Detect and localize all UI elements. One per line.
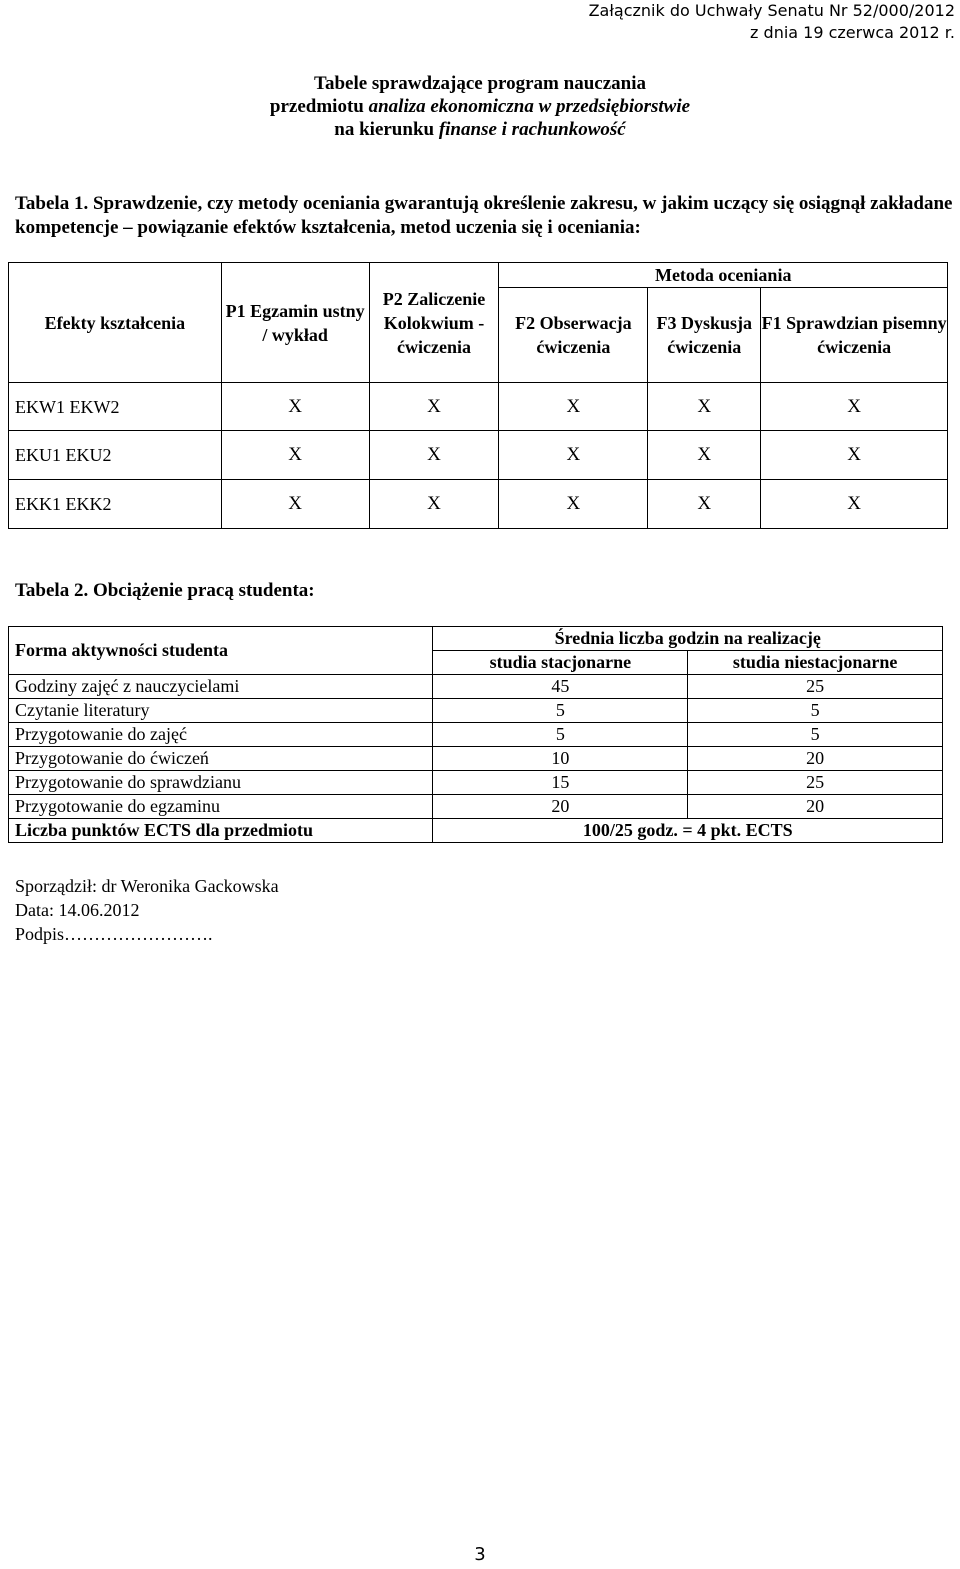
fulltime-cell: 45: [433, 675, 688, 699]
header-parttime: studia niestacjonarne: [688, 651, 943, 675]
title-line-1: Tabele sprawdzające program nauczania: [314, 73, 646, 94]
header-p1: P1 Egzamin ustny / wykład: [221, 263, 369, 383]
table-row: [9, 675, 943, 699]
title-field-prefix: na kierunku: [334, 119, 439, 140]
header-activity: Forma aktywności studenta: [9, 627, 433, 675]
header-f3: F3 Dyskusja ćwiczenia: [648, 288, 761, 383]
header-assessment-method: Metoda oceniania: [499, 263, 948, 288]
page-number: 3: [474, 1544, 486, 1565]
table1-caption: Tabela 1. Sprawdzenie, czy metody oceniania gwarantują określenie zakresu, w jakim uczący się osiągnął zakładane kompetencje – powiązanie efektów kształcenia, metod uczenia się i oceniania:: [15, 193, 953, 238]
mark-cell: X: [499, 480, 648, 529]
table2-caption: Tabela 2. Obciążenie pracą studenta:: [15, 580, 315, 601]
header-fulltime: studia stacjonarne: [433, 651, 688, 675]
activity-cell: Przygotowanie do ćwiczeń: [9, 747, 433, 771]
footer-block: [15, 874, 279, 946]
attachment-line-2: z dnia 19 czerwca 2012 r.: [750, 23, 955, 42]
table-row: [9, 747, 943, 771]
parttime-cell: 20: [688, 795, 943, 819]
document-title: [0, 72, 960, 141]
attachment-line-1: Załącznik do Uchwały Senatu Nr 52/000/2012: [588, 1, 955, 20]
effects-cell: EKW1 EKW2: [9, 383, 222, 431]
effects-cell: EKK1 EKK2: [9, 480, 222, 529]
fulltime-cell: 5: [433, 699, 688, 723]
header-f1: F1 Sprawdzian pisemny ćwiczenia: [761, 288, 948, 383]
fulltime-cell: 10: [433, 747, 688, 771]
mark-cell: X: [499, 383, 648, 431]
effects-cell: EKU1 EKU2: [9, 431, 222, 480]
mark-cell: X: [369, 431, 499, 480]
activity-cell: Przygotowanie do zajęć: [9, 723, 433, 747]
table-row: [9, 699, 943, 723]
title-field: finanse i rachunkowość: [438, 119, 626, 140]
ects-total-value: 100/25 godz. = 4 pkt. ECTS: [433, 819, 943, 843]
table-row: [9, 383, 948, 431]
mark-cell: X: [221, 431, 369, 480]
student-workload-table: [8, 626, 943, 843]
activity-cell: Czytanie literatury: [9, 699, 433, 723]
mark-cell: X: [648, 383, 761, 431]
parttime-cell: 5: [688, 699, 943, 723]
mark-cell: X: [499, 431, 648, 480]
signature-line: Podpis…………………….: [15, 924, 213, 944]
ects-total-label: Liczba punktów ECTS dla przedmiotu: [9, 819, 433, 843]
activity-cell: Godziny zajęć z nauczycielami: [9, 675, 433, 699]
total-row: [9, 819, 943, 843]
mark-cell: X: [761, 480, 948, 529]
mark-cell: X: [761, 383, 948, 431]
header-avg-hours: Średnia liczba godzin na realizację: [433, 627, 943, 651]
parttime-cell: 20: [688, 747, 943, 771]
prepared-by: Sporządził: dr Weronika Gackowska: [15, 876, 279, 896]
parttime-cell: 5: [688, 723, 943, 747]
table-row: [9, 480, 948, 529]
mark-cell: X: [369, 480, 499, 529]
header-f2: F2 Obserwacja ćwiczenia: [499, 288, 648, 383]
activity-cell: Przygotowanie do sprawdzianu: [9, 771, 433, 795]
table-row: [9, 431, 948, 480]
title-subject-prefix: przedmiotu: [269, 96, 369, 117]
table-row: [9, 795, 943, 819]
title-line-2: [0, 95, 960, 118]
parttime-cell: 25: [688, 675, 943, 699]
mark-cell: X: [221, 480, 369, 529]
mark-cell: X: [369, 383, 499, 431]
header-learning-effects: Efekty kształcenia: [9, 263, 222, 383]
fulltime-cell: 15: [433, 771, 688, 795]
document-date: Data: 14.06.2012: [15, 900, 140, 920]
assessment-methods-table: [8, 262, 948, 529]
mark-cell: X: [761, 431, 948, 480]
mark-cell: X: [648, 480, 761, 529]
activity-cell: Przygotowanie do egzaminu: [9, 795, 433, 819]
title-line-3: [0, 118, 960, 141]
table-row: [9, 771, 943, 795]
fulltime-cell: 5: [433, 723, 688, 747]
title-subject: analiza ekonomiczna w przedsiębiorstwie: [368, 96, 691, 117]
fulltime-cell: 20: [433, 795, 688, 819]
parttime-cell: 25: [688, 771, 943, 795]
mark-cell: X: [648, 431, 761, 480]
header-p2: P2 Zaliczenie Kolokwium - ćwiczenia: [369, 263, 499, 383]
attachment-note: [589, 0, 955, 44]
mark-cell: X: [221, 383, 369, 431]
table-row: [9, 723, 943, 747]
